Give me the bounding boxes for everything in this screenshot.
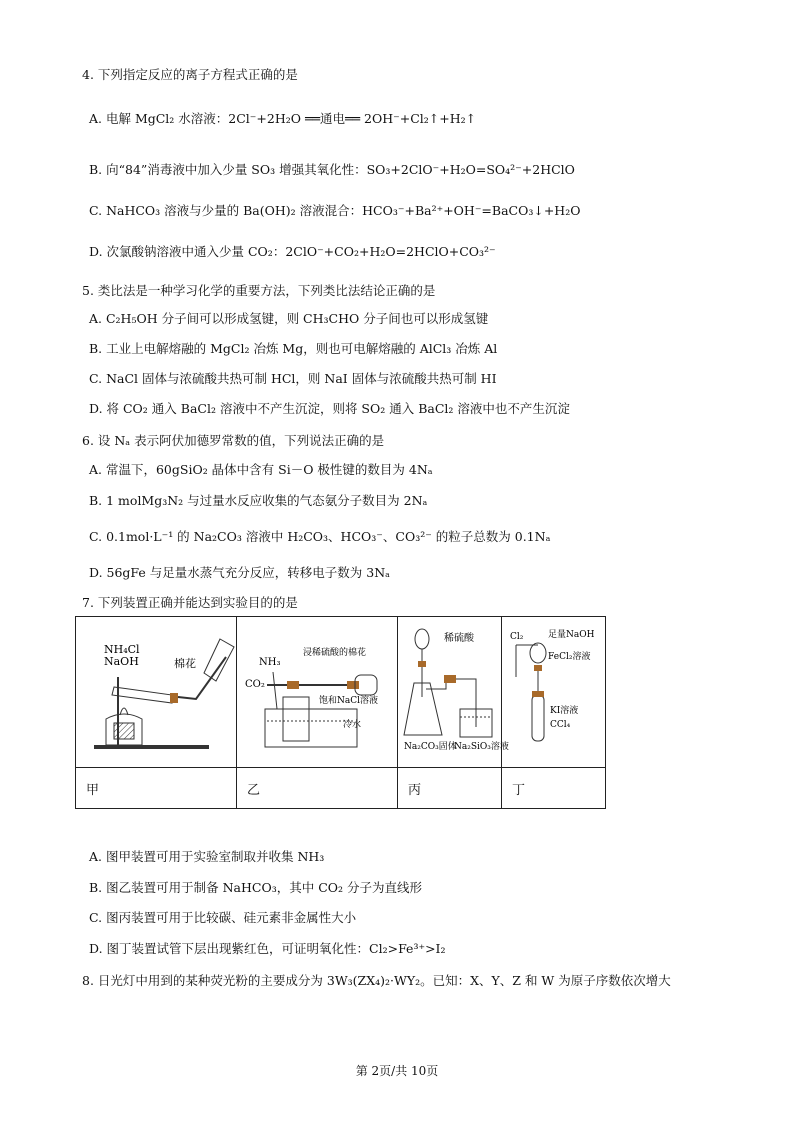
- label-jia: 甲: [76, 768, 237, 809]
- q4-option-a: A. 电解 MgCl₂ 水溶液：2Cl⁻+2H₂O ══通电══ 2OH⁻+Cl₂↑+H₂↑: [89, 111, 477, 126]
- bing-flask-label: Na₂CO₃固体: [404, 742, 457, 752]
- bing-beaker-label: Na₂SiO₃溶液: [454, 742, 509, 752]
- ding-gas-label: Cl₂: [510, 632, 524, 642]
- q4-stem: 4. 下列指定反应的离子方程式正确的是: [82, 67, 298, 82]
- q6-option-a: A. 常温下，60gSiO₂ 晶体中含有 Si－O 极性键的数目为 4Nₐ: [89, 462, 433, 477]
- ding-top-label: 足量NaOH: [548, 630, 595, 640]
- yi-gas2: CO₂: [245, 679, 265, 690]
- page-footer: 第 2页/共 10页: [355, 1064, 439, 1078]
- yi-gas1: NH₃: [259, 657, 281, 668]
- q7-option-a: A. 图甲装置可用于实验室制取并收集 NH₃: [89, 849, 325, 864]
- q5-option-d: D. 将 CO₂ 通入 BaCl₂ 溶液中不产生沉淀，则将 SO₂ 通入 BaCl₂ 溶液中也不产生沉淀: [89, 401, 570, 416]
- ding-mid-label: FeCl₂溶液: [548, 652, 591, 662]
- q5-stem: 5. 类比法是一种学习化学的重要方法，下列类比法结论正确的是: [82, 283, 436, 298]
- q6-option-c: C. 0.1mol·L⁻¹ 的 Na₂CO₃ 溶液中 H₂CO₃、HCO₃⁻、CO₃²⁻ 的粒子总数为 0.1Nₐ: [89, 529, 551, 544]
- yi-bath-label: 冷水: [343, 720, 362, 730]
- jia-note: 棉花: [174, 657, 196, 670]
- jia-reagent1: NH₄Cl: [104, 643, 140, 656]
- q4-option-b: B. 向“84”消毒液中加入少量 SO₃ 增强其氧化性：SO₃+2ClO⁻+H₂O=SO₄²⁻+2HClO: [89, 162, 575, 177]
- figure-jia: [76, 617, 237, 768]
- q5-option-a: A. C₂H₅OH 分子间可以形成氢键，则 CH₃CHO 分子间也可以形成氢键: [89, 311, 489, 326]
- ding-low-label: KI溶液: [550, 706, 579, 716]
- q6-option-b: B. 1 molMg₃N₂ 与过量水反应收集的气态氨分子数目为 2Nₐ: [89, 493, 428, 508]
- yi-top-label: 浸稀硫酸的棉花: [303, 648, 367, 658]
- jia-reagent2: NaOH: [104, 655, 139, 668]
- figure-ding: [502, 617, 606, 768]
- label-bing: 丙: [398, 768, 502, 809]
- q5-option-b: B. 工业上电解熔融的 MgCl₂ 冶炼 Mg，则也可电解熔融的 AlCl₃ 冶炼 Al: [89, 341, 498, 356]
- q7-option-c: C. 图丙装置可用于比较碳、硅元素非金属性大小: [89, 910, 357, 925]
- q5-option-c: C. NaCl 固体与浓硫酸共热可制 HCl，则 NaI 固体与浓硫酸共热可制 HI: [89, 371, 497, 386]
- bing-funnel-label: 稀硫酸: [444, 633, 474, 644]
- q8-stem: 8. 日光灯中用到的某种荧光粉的主要成分为 3W₃(ZX₄)₂·WY₂。已知：X、Y、Z 和 W 为原子序数依次增大: [82, 973, 671, 988]
- q7-option-d: D. 图丁装置试管下层出现紫红色，可证明氧化性：Cl₂>Fe³⁺>I₂: [89, 941, 446, 956]
- q7-stem: 7. 下列装置正确并能达到实验目的的是: [82, 595, 298, 610]
- q7-option-b: B. 图乙装置可用于制备 NaHCO₃，其中 CO₂ 分子为直线形: [89, 880, 422, 895]
- label-ding: 丁: [502, 768, 606, 809]
- ding-bottom-label: CCl₄: [550, 720, 571, 730]
- figure-yi: [237, 617, 398, 768]
- figure-bing: [398, 617, 509, 768]
- apparatus-table: [75, 616, 606, 809]
- label-yi: 乙: [237, 768, 398, 809]
- yi-flask-label: 饱和NaCl溶液: [319, 696, 379, 706]
- q4-option-d: D. 次氯酸钠溶液中通入少量 CO₂：2ClO⁻+CO₂+H₂O=2HClO+CO₃²⁻: [89, 244, 496, 259]
- q6-stem: 6. 设 Nₐ 表示阿伏加德罗常数的值，下列说法正确的是: [82, 433, 385, 448]
- q6-option-d: D. 56gFe 与足量水蒸气充分反应，转移电子数为 3Nₐ: [89, 565, 390, 580]
- q4-option-c: C. NaHCO₃ 溶液与少量的 Ba(OH)₂ 溶液混合：HCO₃⁻+Ba²⁺+OH⁻=BaCO₃↓+H₂O: [89, 203, 581, 218]
